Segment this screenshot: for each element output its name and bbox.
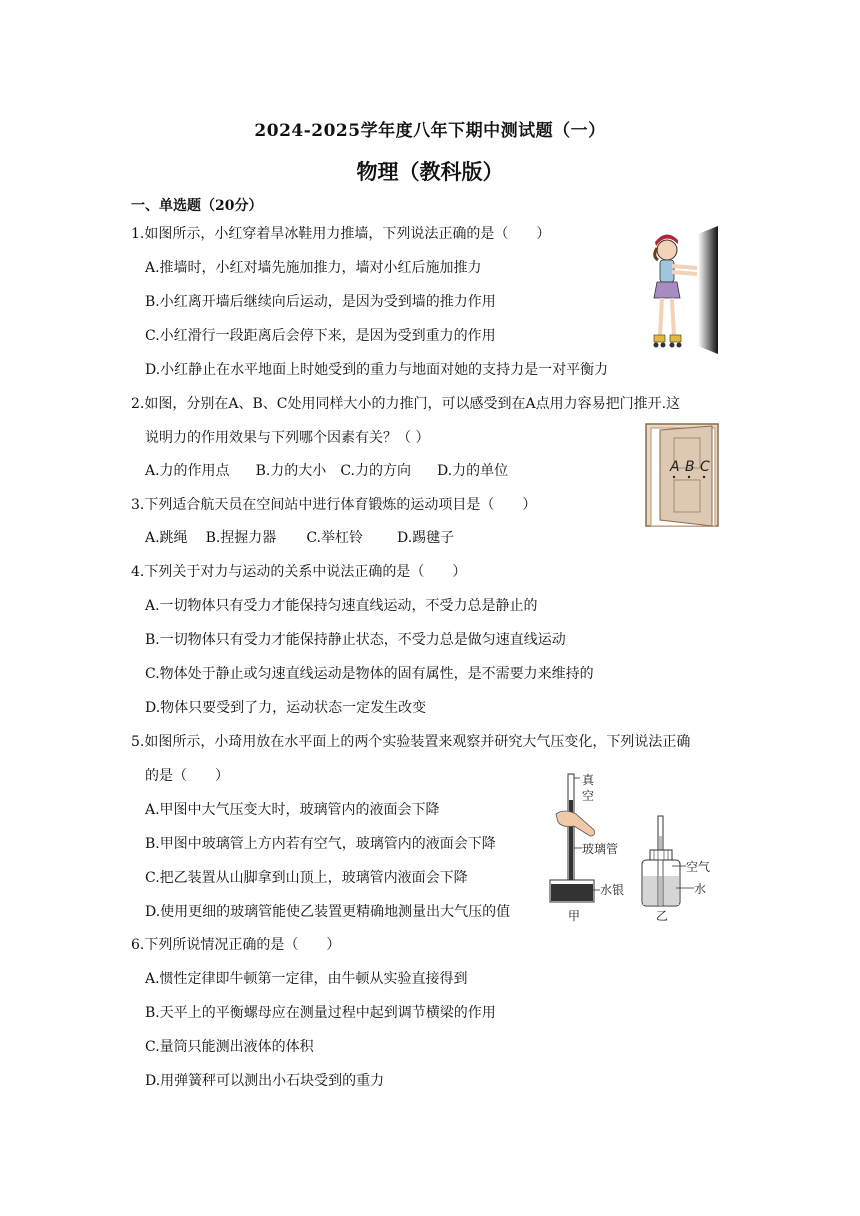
label-jia: 甲 bbox=[568, 909, 581, 923]
question-5-stem: 5.如图所示，小琦用放在水平面上的两个实验装置来观察并研究大气压变化，下列说法正确 bbox=[131, 734, 691, 750]
question-3-option-c: C.举杠铃 bbox=[306, 530, 363, 546]
question-4-option-a: A.一切物体只有受力才能保持匀速直线运动，不受力总是静止的 bbox=[145, 598, 538, 614]
question-5-option-a: A.甲图中大气压变大时，玻璃管内的液面会下降 bbox=[145, 802, 440, 818]
question-2-option-b: B.力的大小 bbox=[255, 463, 327, 479]
girl-pushing-wall-figure bbox=[640, 226, 722, 354]
question-4-option-c: C.物体处于静止或匀速直线运动是物体的固有属性，是不需要力来维持的 bbox=[145, 666, 594, 682]
label-mercury: 水银 bbox=[600, 883, 625, 897]
question-6-stem: 6.下列所说情况正确的是（ ） bbox=[131, 937, 341, 953]
question-4-stem: 4.下列关于对力与运动的关系中说法正确的是（ ） bbox=[131, 564, 467, 580]
question-3-options bbox=[145, 528, 480, 548]
question-4-option-d: D.物体只要受到了力，运动状态一定发生改变 bbox=[145, 700, 427, 716]
question-6-option-b: B.天平上的平衡螺母应在测量过程中起到调节横梁的作用 bbox=[145, 1005, 496, 1021]
label-air: 空气 bbox=[686, 860, 711, 874]
question-2-option-d: D.力的单位 bbox=[436, 463, 509, 479]
door-label-b: B bbox=[685, 459, 695, 475]
question-5-option-c: C.把乙装置从山脚拿到山顶上，玻璃管内液面会下降 bbox=[145, 870, 468, 886]
question-1-option-d: D.小红静止在水平地面上时她受到的重力与地面对她的支持力是一对平衡力 bbox=[145, 362, 609, 378]
label-vacuum-2: 空 bbox=[582, 789, 595, 803]
question-4-option-b: B.一切物体只有受力才能保持静止状态，不受力总是做匀速直线运动 bbox=[145, 632, 566, 648]
label-vacuum-1: 真 bbox=[582, 773, 595, 787]
door-figure bbox=[644, 422, 722, 528]
question-5-option-d: D.使用更细的玻璃管能使乙装置更精确地测量出大气压的值 bbox=[145, 904, 511, 920]
question-1-option-c: C.小红滑行一段距离后会停下来，是因为受到重力的作用 bbox=[145, 328, 496, 344]
question-3-stem: 3.下列适合航天员在空间站中进行体育锻炼的运动项目是（ ） bbox=[131, 497, 537, 513]
question-2-option-a: A.力的作用点 bbox=[145, 463, 230, 479]
section-heading: 一、单选题（20分） bbox=[131, 198, 263, 214]
question-6-option-a: A.惯性定律即牛顿第一定律，由牛顿从实验直接得到 bbox=[145, 971, 468, 987]
question-3-option-a: A.跳绳 bbox=[145, 530, 188, 546]
label-water: 水 bbox=[694, 882, 707, 896]
question-6-option-d: D.用弹簧秤可以测出小石块受到的重力 bbox=[145, 1073, 385, 1089]
question-1-option-b: B.小红离开墙后继续向后运动，是因为受到墙的推力作用 bbox=[145, 294, 496, 310]
label-glass-tube: 玻璃管 bbox=[582, 842, 619, 856]
question-5-stem-cont: 的是（ ） bbox=[145, 768, 229, 784]
question-2-option-c: C.力的方向 bbox=[340, 463, 411, 479]
question-1-option-a: A.推墙时，小红对墙先施加推力，墙对小红后施加推力 bbox=[145, 260, 482, 276]
label-yi: 乙 bbox=[656, 909, 669, 923]
question-3-option-d: D.踢毽子 bbox=[396, 530, 455, 546]
pressure-apparatus-figure bbox=[546, 770, 736, 926]
question-5-option-b: B.甲图中玻璃管上方内若有空气，玻璃管内的液面会下降 bbox=[145, 836, 496, 852]
question-3-option-b: B.捏握力器 bbox=[205, 530, 277, 546]
door-label-c: C bbox=[700, 459, 710, 475]
question-2-options bbox=[145, 461, 534, 481]
door-label-a: A bbox=[670, 459, 680, 475]
question-2-stem-cont: 说明力的作用效果与下列哪个因素有关？（ ） bbox=[145, 430, 430, 446]
question-1-stem: 1.如图所示，小红穿着旱冰鞋用力推墙，下列说法正确的是（ ） bbox=[131, 226, 551, 242]
exam-title: 2024-2025学年度八年下期中测试题（一） bbox=[254, 121, 606, 141]
exam-subtitle: 物理（教科版） bbox=[356, 159, 504, 184]
question-2-stem: 2.如图，分别在A、B、C处用同样大小的力推门，可以感受到在A点用力容易把门推开.这 bbox=[131, 396, 681, 412]
question-6-option-c: C.量筒只能测出液体的体积 bbox=[145, 1039, 314, 1055]
